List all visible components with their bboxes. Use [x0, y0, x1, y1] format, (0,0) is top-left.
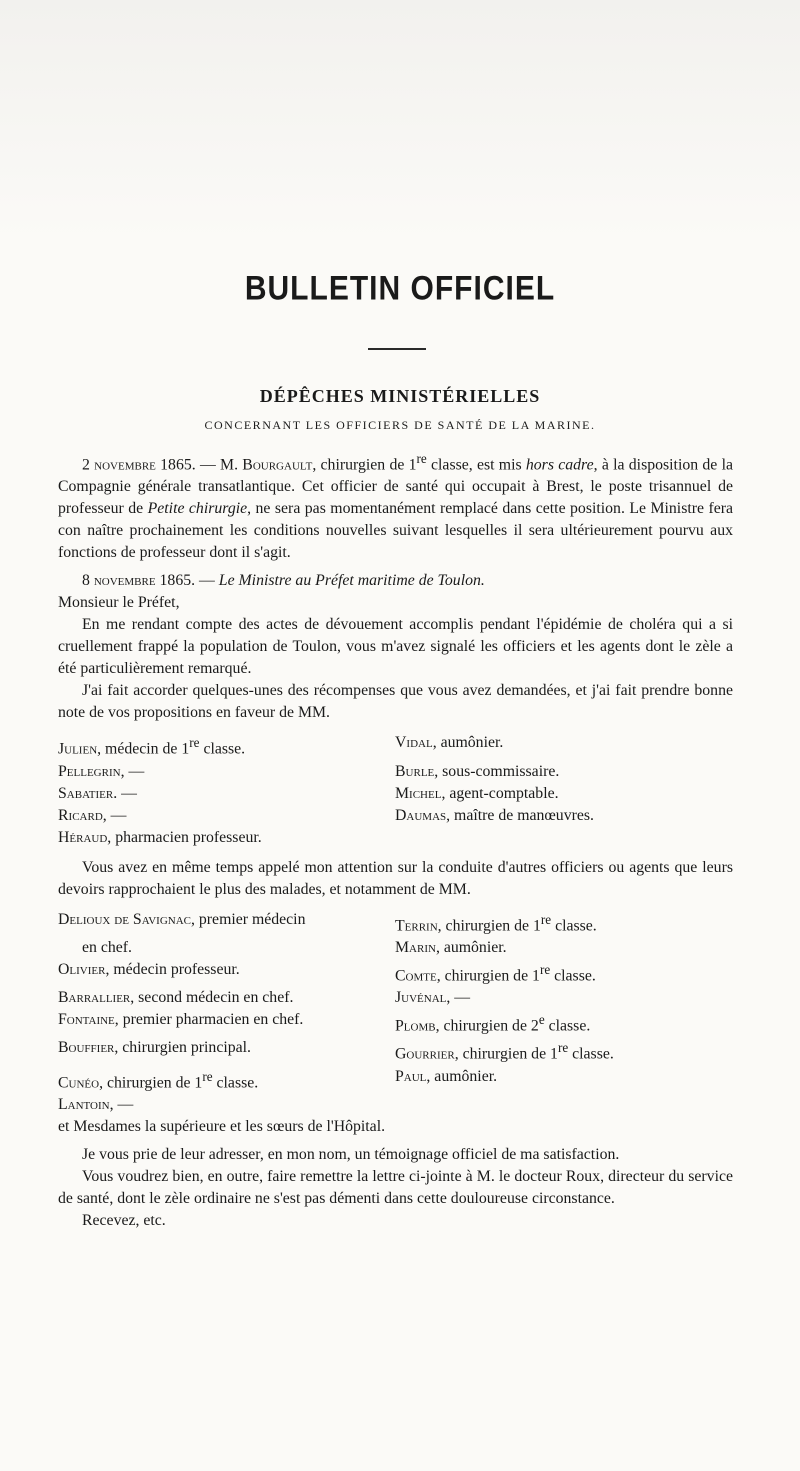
- entry-date: 2 novembre 1865.: [82, 456, 196, 474]
- letter-paragraph-4: Je vous prie de leur adresser, en mon nom, un témoignage officiel de ma satisfaction.: [82, 1145, 620, 1163]
- list-item: Marin, aumônier.: [395, 938, 507, 956]
- list-item: Julien, médecin de 1re classe.: [58, 735, 246, 758]
- list-item: Daumas, maître de manœuvres.: [395, 806, 594, 824]
- list-item: Delioux de Savignac, premier médecin: [58, 910, 306, 928]
- entry-paragraph-1: 2 novembre 1865. — M. Bourgault, chirurgien de 1re classe, est mis hors cadre, à la disposition de la Compagnie générale transatlantique. Cet officier de santé qui occupait à Brest, le poste trisannuel de professeur de Petite chirurgie, ne sera pas momentanément remplacé dans cette position. Le Ministre fera con naître prochainement les conditions nouvelles suivant lesquelles il sera ultérieurement pourvu aux fonctions de professeur dont il s'agit.: [58, 451, 733, 562]
- list-item: Cunéo, chirurgien de 1re classe.: [58, 1068, 259, 1091]
- title-divider: [368, 348, 426, 350]
- list-item: Lantoin, —: [58, 1095, 134, 1113]
- section-subtitle: CONCERNANT LES OFFICIERS DE SANTÉ DE LA MARINE.: [204, 418, 596, 432]
- list-item: Barrallier, second médecin en chef.: [58, 989, 294, 1007]
- letter-paragraph-2: J'ai fait accorder quelques-unes des récompenses que vous avez demandées, et j'ai fait prendre bonne note de vos propositions en faveur de MM.: [58, 682, 733, 722]
- entry-date: 8 novembre 1865.: [82, 572, 196, 590]
- list-item: Burle, sous-commissaire.: [395, 762, 560, 780]
- list-item: Comte, chirurgien de 1re classe.: [395, 961, 596, 985]
- list-item: [395, 1094, 733, 1116]
- letter-paragraph-3: Vous avez en même temps appelé mon attention sur la conduite d'autres officiers ou agents que leurs devoirs rapprochaient le plus des malades, et notamment de MM.: [58, 858, 733, 898]
- list-item: Héraud, pharmacien professeur.: [58, 828, 262, 846]
- list-item: Juvénal, —: [395, 989, 471, 1007]
- bleed-through-area: [0, 0, 800, 240]
- list-item: [395, 827, 733, 849]
- list-item: Plomb, chirurgien de 2e classe.: [395, 1012, 591, 1035]
- letter-paragraph-5: Vous voudrez bien, en outre, faire remettre la lettre ci-jointe à M. le docteur Roux, directeur du service de santé, dont le zèle ordinaire ne s'est pas démenti dans cette douloureuse circonstance.: [58, 1167, 733, 1207]
- list-item: Michel, agent-comptable.: [395, 784, 559, 802]
- list-item: Terrin, chirurgien de 1re classe.: [395, 911, 597, 934]
- letter-paragraph-1: En me rendant compte des actes de dévouement accomplis pendant l'épidémie de choléra qui a si cruellement frappé la population de Toulon, vous m'avez signalé les officiers et les agents dont le zèle a été particulièrement remarqué.: [58, 616, 733, 678]
- body-text: [58, 448, 733, 1232]
- list-item: Sabatier. —: [58, 784, 137, 802]
- list-item: Fontaine, premier pharmacien en chef.: [58, 1011, 304, 1029]
- letter-heading: Le Ministre au Préfet maritime de Toulon.: [218, 572, 485, 590]
- list-item: Ricard, —: [58, 806, 127, 824]
- name-list-1: [58, 732, 733, 848]
- list-item: Olivier, médecin professeur.: [58, 960, 240, 978]
- salutation: Monsieur le Préfet,: [58, 594, 180, 612]
- officer-name: Bourgault: [242, 456, 313, 474]
- list-tail: et Mesdames la supérieure et les sœurs de l'Hôpital.: [58, 1117, 386, 1135]
- list-item: Paul, aumônier.: [395, 1067, 498, 1085]
- list-item: en chef.: [82, 938, 132, 956]
- list-item: Pellegrin, —: [58, 762, 145, 780]
- name-list-2: [58, 909, 733, 1116]
- list-item: Gourrier, chirurgien de 1re classe.: [395, 1040, 614, 1063]
- closing: Recevez, etc.: [82, 1211, 166, 1229]
- section-title: DÉPÊCHES MINISTÉRIELLES: [259, 386, 541, 406]
- list-item: Bouffier, chirurgien principal.: [58, 1039, 251, 1057]
- page-title: BULLETIN OFFICIEL: [244, 269, 556, 308]
- list-item: Vidal, aumônier.: [395, 734, 504, 752]
- entry-heading-2: 8 novembre 1865. — Le Ministre au Préfet maritime de Toulon.: [82, 572, 485, 590]
